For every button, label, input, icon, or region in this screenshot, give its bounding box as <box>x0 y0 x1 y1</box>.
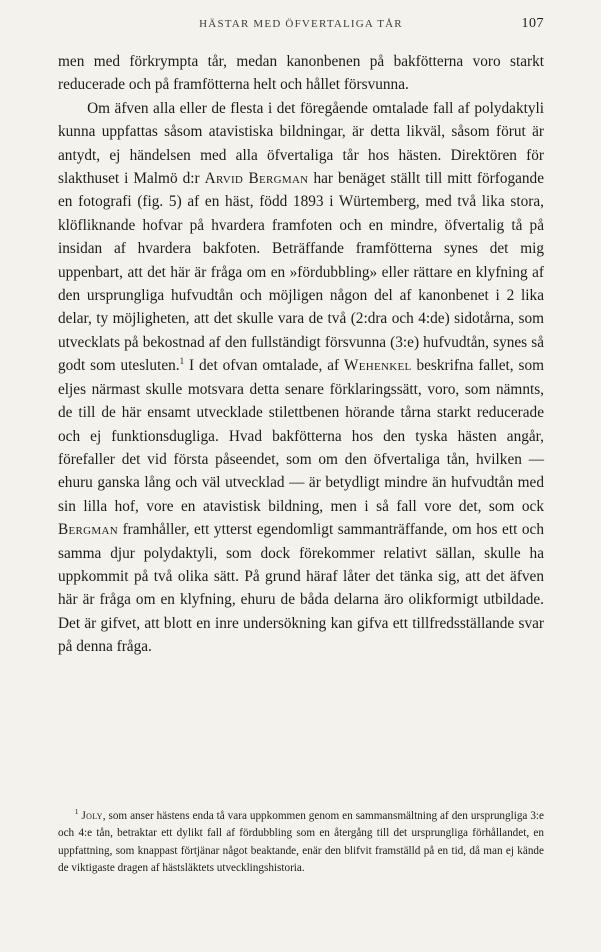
author-name-bergman-2: Bergman <box>58 521 118 539</box>
footnote-marker: 1 <box>74 807 79 816</box>
footnote <box>58 808 544 877</box>
text-run: beskrifna fallet, som eljes närmast skulle motsvara detta senare förklaringssätt, voro, som nämnts, de till de här ensamt utvecklade stilettbenen hörande tårna starkt reducerade och ej funktionsdugliga. Hvad bakfötterna hos den tyska hästen angår, förefaller det vid första påseendet, som om den öfvertaliga tån, hvilken — ehuru ganska lång och väl utvecklad — är betydligt mindre än hufvudtån med sin lilla hof, vore en atavistisk bildning, men i så fall vore det, som ock <box>58 357 544 515</box>
text-run: Om äfven alla eller de flesta i det föregående omtalade fall af polydaktyli kunna uppfattas såsom atavistiska bildningar, är detta likväl, såsom förut är antydt, ej händelsen med alla öfvertaliga tår hos hästen. Direktören för slakthuset i Malmö d:r <box>58 99 544 188</box>
footnote-text: , som anser hästens enda tå vara uppkommen genom en sammansmältning af den ursprungliga 3:e och 4:e tån, betraktar ett dylikt fall af fördubbling som en återgång till det ursprungliga förhållandet, en uppfattning, som knappast förtjänar något beaktande, enär den blifvit framställd på en tid, då man ej kände de viktigaste dragen af hästsläktets utvecklingshistoria. <box>58 810 545 874</box>
body-text <box>58 50 544 659</box>
text-run: har benäget ställt till mitt förfogande en fotografi (fig. 5) af en häst, född 1893 i Würtemberg, med två lika stora, klöfliknande hofvar på hvardera framfoten och en mindre, öfvertalig tå på insidan af hvardera bakfoten. Beträffande framfötterna synes det mig uppenbart, att det här är fråga om en »fördubbling» eller rättare en klyfning af den ursprungliga hufvudtån och möjligen någon del af kanonbenet i 2 lika delar, ty möjligheten, att det skulle vara de två (2:dra och 4:de) sidotårna, som utvecklats på bekostnad af den fullständigt försvunna (3:e) hufvudtån, synes så godt som utesluten. <box>58 170 545 375</box>
text-run: framhåller, ett ytterst egendomligt sammanträffande, om hos ett och samma djur polydaktyli, som dock förekommer relativt sällan, skulle ha uppkommit på två olika sätt. På grund häraf låter det tänka sig, att det äfven här är fråga om en klyfning, ehuru de båda delarna äro olikformigt utbildade. Det är gifvet, att blott en inre undersökning kan gifva ett tillfredsställande svar på denna fråga. <box>58 521 544 656</box>
running-head <box>58 18 544 34</box>
text-run: I det ofvan omtalade, af <box>189 357 340 375</box>
page-number: 107 <box>521 16 544 31</box>
footnote-author-joly: Joly <box>81 810 103 822</box>
paragraph-main <box>58 97 544 659</box>
footnote-reference: 1 <box>179 356 185 367</box>
author-name-wehenkel: Wehenkel <box>344 357 412 375</box>
running-title: HÄSTAR MED ÖFVERTALIGA TÅR <box>199 18 403 30</box>
paragraph-continued: men med förkrympta tår, medan kanonbenen på bakfötterna voro starkt reducerade och på framfötterna helt och hållet försvunna. <box>58 53 544 94</box>
author-name-bergman: Arvid Bergman <box>204 170 309 188</box>
